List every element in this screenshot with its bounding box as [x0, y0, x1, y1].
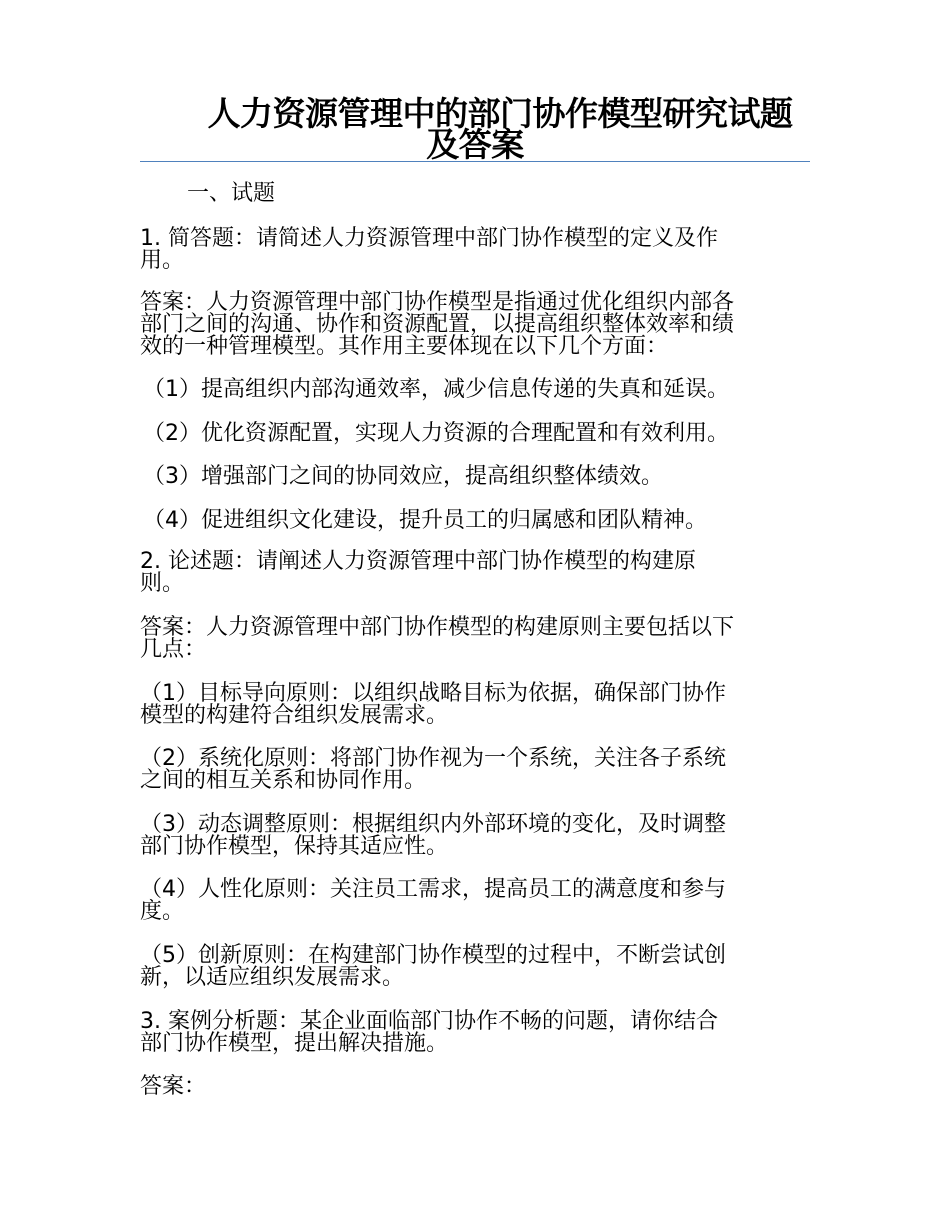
- principle-2-line-1: （2）系统化原则：将部门协作视为一个系统，关注各子系统: [140, 746, 726, 771]
- answer-2-line-1: 答案：人力资源管理中部门协作模型的构建原则主要包括以下: [140, 615, 735, 640]
- question-2-line-2: 则。: [140, 571, 185, 596]
- answer-1-line-2: 部门之间的沟通、协作和资源配置，以提高组织整体效率和绩: [140, 312, 735, 337]
- answer-1-point-1: （1）提高组织内部沟通效率，减少信息传递的失真和延误。: [143, 377, 729, 402]
- question-2: [140, 551, 696, 595]
- answer-1-line-1: 答案：人力资源管理中部门协作模型是指通过优化组织内部各: [140, 290, 735, 315]
- answer-1-point-2: （2）优化资源配置，实现人力资源的合理配置和有效利用。: [143, 421, 729, 446]
- answer-1-point-3: （3）增强部门之间的协同效应，提高组织整体绩效。: [143, 464, 663, 489]
- principle-5-line-2: 新，以适应组织发展需求。: [140, 965, 405, 990]
- answer-2-line-2: 几点：: [140, 637, 207, 662]
- title-line-1: 人力资源管理中的部门协作模型研究试题: [207, 94, 793, 133]
- question-3-line-2: 部门协作模型，提出解决措施。: [140, 1031, 449, 1056]
- question-1-line-2: 用。: [140, 248, 185, 273]
- document-title: [140, 94, 810, 164]
- answer-3: 答案：: [140, 1074, 207, 1099]
- principle-4-line-2: 度。: [140, 899, 185, 924]
- principle-1-line-1: （1）目标导向原则：以组织战略目标为依据，确保部门协作: [140, 681, 726, 706]
- principle-1-line-2: 模型的构建符合组织发展需求。: [140, 703, 449, 728]
- question-3-line-1: 3. 案例分析题：某企业面临部门协作不畅的问题，请你结合: [140, 1009, 718, 1034]
- principle-3-line-1: （3）动态调整原则：根据组织内外部环境的变化，及时调整: [140, 812, 726, 837]
- principle-2-line-2: 之间的相互关系和协同作用。: [140, 768, 427, 793]
- principle-4-line-1: （4）人性化原则：关注员工需求，提高员工的满意度和参与: [140, 877, 726, 902]
- answer-2-principle-4: [140, 879, 726, 923]
- principle-3-line-2: 部门协作模型，保持其适应性。: [140, 834, 449, 859]
- title-line-2: 及答案: [426, 125, 524, 164]
- answer-2-principle-1: [140, 683, 726, 727]
- answer-2-principle-3: [140, 814, 726, 858]
- answer-1: [140, 292, 734, 358]
- answer-2: [140, 617, 734, 661]
- principle-5-line-1: （5）创新原则：在构建部门协作模型的过程中，不断尝试创: [140, 943, 726, 968]
- question-1-line-1: 1. 简答题：请简述人力资源管理中部门协作模型的定义及作: [140, 226, 718, 251]
- question-1: [140, 228, 718, 272]
- answer-2-principle-5: [140, 945, 726, 989]
- question-2-line-1: 2. 论述题：请阐述人力资源管理中部门协作模型的构建原: [140, 549, 696, 574]
- answer-2-principle-2: [140, 748, 726, 792]
- section-heading: 一、试题: [187, 181, 276, 206]
- title-divider: [140, 161, 810, 162]
- answer-1-line-3: 效的一种管理模型。其作用主要体现在以下几个方面：: [140, 334, 669, 359]
- answer-1-point-4: （4）促进组织文化建设，提升员工的归属感和团队精神。: [143, 508, 707, 533]
- question-3: [140, 1011, 718, 1055]
